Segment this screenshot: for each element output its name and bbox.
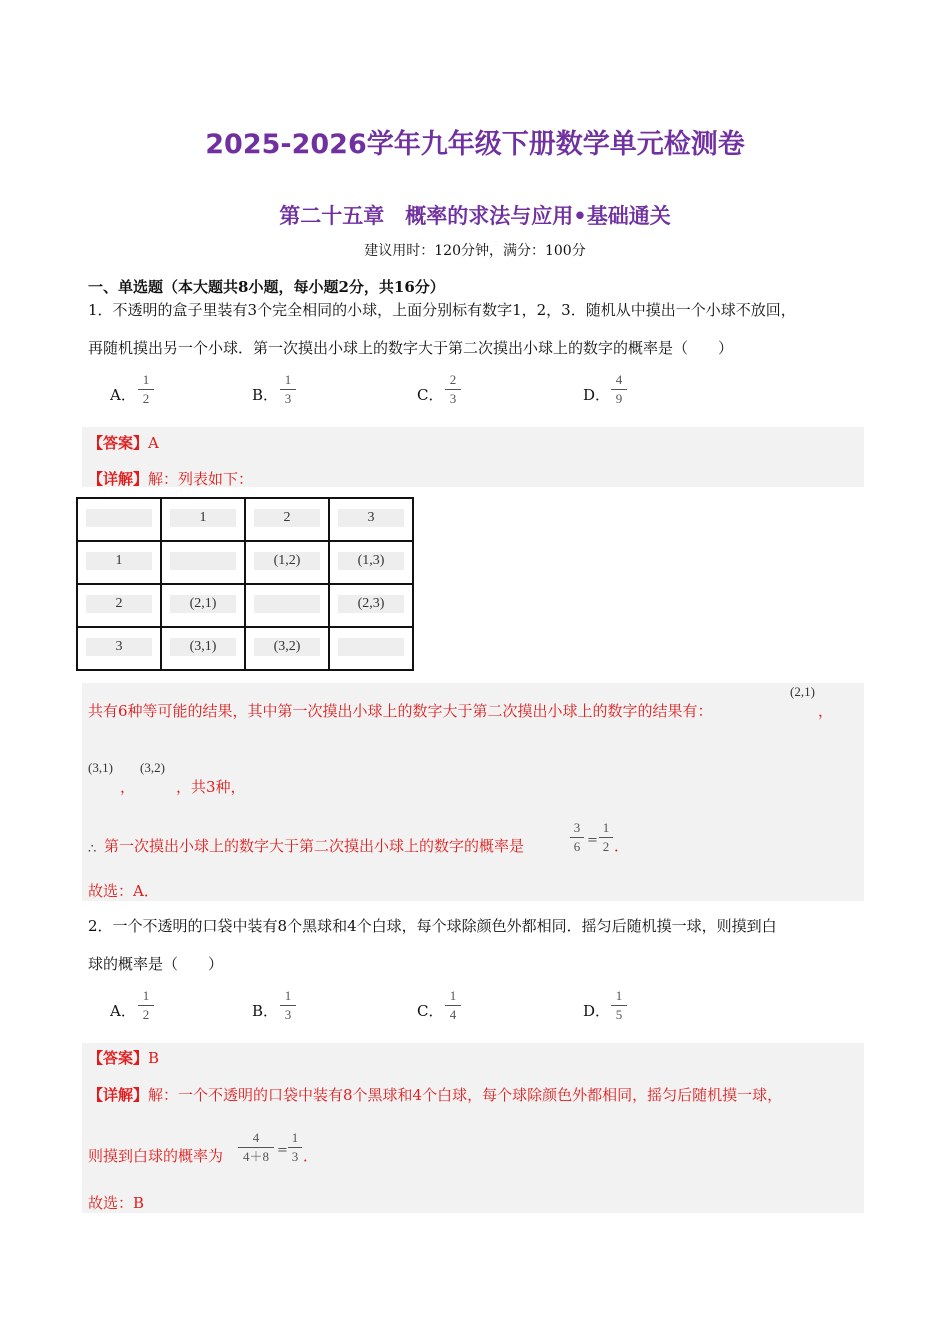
q1-result-pair-2: (3,1) [88, 760, 113, 775]
q2-answer: 【答案】B [88, 1049, 160, 1067]
q1-option-d-label: D． [583, 386, 611, 404]
table-cell [329, 541, 413, 584]
table-cell [329, 584, 413, 627]
cell-value [86, 509, 152, 527]
table-cell [245, 541, 329, 584]
q1-option-d-fraction: 4 9 [611, 372, 627, 407]
q1-result-line: 共有6种等可能的结果，其中第一次摸出小球上的数字大于第二次摸出小球上的数字的结果有： [88, 702, 713, 720]
table-cell [245, 498, 329, 541]
section-heading: 一、单选题（本大题共8小题，每小题2分，共16分） [88, 278, 445, 296]
q2-option-a-fraction: 1 2 [138, 988, 154, 1023]
table-cell [161, 541, 245, 584]
table-cell [77, 498, 161, 541]
q2-probability-fraction: 4 4＋8 [238, 1130, 274, 1165]
q2-detail: 【详解】解：一个不透明的口袋中装有8个黑球和4个白球，每个球除颜色外都相同，摇匀后随机摸一球， [88, 1086, 783, 1104]
cell-value: 1 [86, 552, 152, 570]
time-info: 建议用时：120分钟，满分：100分 [364, 243, 586, 259]
q2-line-1: 2．一个不透明的口袋中装有8个黑球和4个白球，每个球除颜色外都相同．摇匀后随机摸一球，则摸到白 [88, 917, 777, 935]
table-cell [161, 584, 245, 627]
outcome-table [76, 497, 414, 671]
table-row [77, 541, 413, 584]
table-cell [161, 627, 245, 670]
q1-detail: 【详解】解：列表如下： [88, 470, 254, 488]
q1-answer: 【答案】A [88, 434, 159, 452]
q2-option-d-label: D． [583, 1002, 611, 1020]
cell-value: (3,2) [254, 638, 320, 656]
table-cell [245, 627, 329, 670]
cell-value: 2 [254, 509, 320, 527]
q1-count-text: ，共3种， [176, 778, 246, 796]
q1-comma-1: ， [818, 702, 834, 720]
q1-choice: 故选：A． [88, 882, 159, 900]
q1-result-pair-1: (2,1) [790, 684, 815, 699]
table-cell [161, 498, 245, 541]
q1-option-a-label: A． [110, 386, 136, 404]
cell-value: (1,2) [254, 552, 320, 570]
table-cell [329, 498, 413, 541]
cell-value: 3 [86, 638, 152, 656]
q1-option-c-label: C． [417, 386, 444, 404]
cell-value [338, 638, 404, 656]
cell-value [170, 552, 236, 570]
q2-option-d-fraction: 1 5 [611, 988, 627, 1023]
q2-option-c-label: C． [417, 1002, 444, 1020]
q1-probability-fraction: 3 6 [570, 820, 584, 855]
q1-equals-sign: = [587, 833, 598, 848]
q2-option-c-fraction: 1 4 [445, 988, 461, 1023]
table-cell [77, 627, 161, 670]
q2-choice: 故选：B [88, 1194, 145, 1212]
q1-line-2: 再随机摸出另一个小球．第一次摸出小球上的数字大于第二次摸出小球上的数字的概率是（ ） [88, 339, 734, 357]
q2-answer-box [82, 1043, 864, 1213]
cell-value [254, 595, 320, 613]
table-cell [329, 627, 413, 670]
cell-value: 2 [86, 595, 152, 613]
q1-result-pair-3: (3,2) [140, 760, 165, 775]
table-row [77, 498, 413, 541]
cell-value: 1 [170, 509, 236, 527]
cell-value: (2,3) [338, 595, 404, 613]
cell-value: 3 [338, 509, 404, 527]
therefore-symbol: ∴ [88, 842, 97, 857]
table-row [77, 627, 413, 670]
q2-option-a-label: A． [110, 1002, 136, 1020]
document-title: 2025-2026学年九年级下册数学单元检测卷 [205, 129, 745, 160]
q1-period: ． [614, 837, 630, 855]
q1-option-c-fraction: 2 3 [445, 372, 461, 407]
q2-line-2: 球的概率是（ ） [88, 955, 224, 973]
q2-probability-text: 则摸到白球的概率为 [88, 1147, 224, 1165]
q2-equals-sign: = [277, 1143, 288, 1158]
chapter-subtitle: 第二十五章 概率的求法与应用•基础通关 [279, 204, 671, 228]
q1-probability-text: 第一次摸出小球上的数字大于第二次摸出小球上的数字的概率是 [104, 837, 525, 855]
q2-option-b-label: B． [252, 1002, 279, 1020]
q1-option-a-fraction: 1 2 [138, 372, 154, 407]
q1-option-b-fraction: 1 3 [280, 372, 296, 407]
table-row [77, 584, 413, 627]
cell-value: (3,1) [170, 638, 236, 656]
table-cell [245, 584, 329, 627]
q1-line-1: 1．不透明的盒子里装有3个完全相同的小球，上面分别标有数字1，2，3．随机从中摸出一个小球不放回， [88, 301, 796, 319]
q1-option-b-label: B． [252, 386, 279, 404]
q2-period: ． [303, 1147, 319, 1165]
table-cell [77, 541, 161, 584]
q2-option-b-fraction: 1 3 [280, 988, 296, 1023]
cell-value: (1,3) [338, 552, 404, 570]
q2-probability-result: 1 3 [288, 1130, 302, 1165]
cell-value: (2,1) [170, 595, 236, 613]
table-cell [77, 584, 161, 627]
q1-probability-result: 1 2 [599, 820, 613, 855]
q1-comma-2: ， [120, 778, 136, 796]
